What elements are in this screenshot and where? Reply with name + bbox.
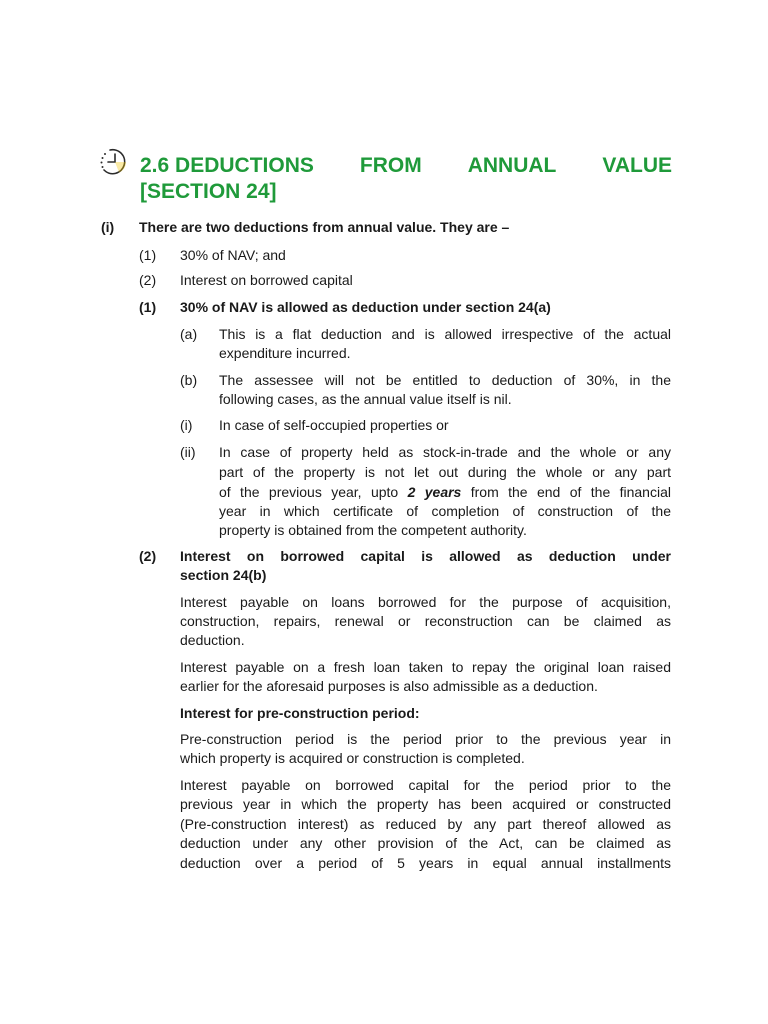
- heading-word-1: 2.6 DEDUCTIONS: [140, 154, 314, 177]
- part2-p1-line2: construction, repairs, renewal or reconstruction can be claimed as: [180, 613, 671, 629]
- part1-i-text: In case of self-occupied properties or: [219, 417, 449, 433]
- part1-marker: (1): [139, 299, 157, 315]
- heading-word-2: FROM: [359, 154, 422, 177]
- clock-icon: [98, 145, 132, 179]
- part1-ii-line1: In case of property held as stock-in-trade and the whole or any: [219, 444, 671, 460]
- intro-marker: (i): [101, 219, 115, 235]
- heading-word-3: ANNUAL: [467, 154, 557, 177]
- part2-title-line2: section 24(b): [180, 567, 267, 583]
- part2-p2-line2: earlier for the aforesaid purposes is also admissible as a deduction.: [180, 678, 598, 694]
- part1-ii-line3: of the previous year, upto 2 years from the end of the financial: [219, 484, 671, 500]
- part2-marker: (2): [139, 548, 157, 564]
- part2-p4-line5: deduction over a period of 5 years in equal annual installments: [180, 855, 671, 871]
- part1-title: 30% of NAV is allowed as deduction under section 24(a): [180, 299, 551, 315]
- part2-p3-line2: which property is acquired or construction is completed.: [180, 750, 525, 766]
- part2-p1-line3: deduction.: [180, 632, 245, 648]
- part2-p4-line1: Interest payable on borrowed capital for the period prior to the: [180, 777, 671, 793]
- list-item-2: Interest on borrowed capital: [180, 272, 353, 288]
- part2-p4-line4: deduction under any other provision of the Act, can be claimed as: [180, 835, 671, 851]
- heading-word-4: VALUE: [602, 154, 672, 177]
- part1-b-marker: (b): [180, 372, 198, 388]
- section-heading: [140, 153, 672, 205]
- part1-b-line2: following cases, as the annual value itself is nil.: [219, 391, 512, 407]
- part2-p3-line1: Pre-construction period is the period prior to the previous year in: [180, 731, 671, 747]
- list-marker-1: (1): [139, 247, 157, 263]
- part1-ii-marker: (ii): [180, 444, 196, 460]
- part1-a-marker: (a): [180, 326, 198, 342]
- intro-text: There are two deductions from annual value. They are –: [139, 219, 510, 235]
- pre-construction-subheading: Interest for pre-construction period:: [180, 705, 420, 721]
- part2-p2-line1: Interest payable on a fresh loan taken to repay the original loan raised: [180, 659, 671, 675]
- part1-a-line2: expenditure incurred.: [219, 345, 351, 361]
- part1-ii-line5: property is obtained from the competent authority.: [219, 522, 527, 538]
- list-marker-2: (2): [139, 272, 157, 288]
- bold-two-years: 2 years: [407, 484, 462, 500]
- part1-b-line1: The assessee will not be entitled to deduction of 30%, in the: [219, 372, 671, 388]
- part2-p4-line3: (Pre-construction interest) as reduced by any part thereof allowed as: [180, 816, 671, 832]
- part1-a-line1: This is a flat deduction and is allowed irrespective of the actual: [219, 326, 671, 342]
- part1-i-marker: (i): [180, 417, 193, 433]
- part2-p4-line2: previous year in which the property has been acquired or constructed: [180, 796, 671, 812]
- list-item-1: 30% of NAV; and: [180, 247, 286, 263]
- part1-ii-line2: part of the property is not let out during the whole or any part: [219, 464, 671, 480]
- part2-title-line1: Interest on borrowed capital is allowed as deduction under: [180, 548, 671, 564]
- part1-ii-line4: year in which certificate of completion of construction of the: [219, 503, 671, 519]
- heading-line-2: [SECTION 24]: [140, 180, 277, 203]
- part2-p1-line1: Interest payable on loans borrowed for the purpose of acquisition,: [180, 594, 671, 610]
